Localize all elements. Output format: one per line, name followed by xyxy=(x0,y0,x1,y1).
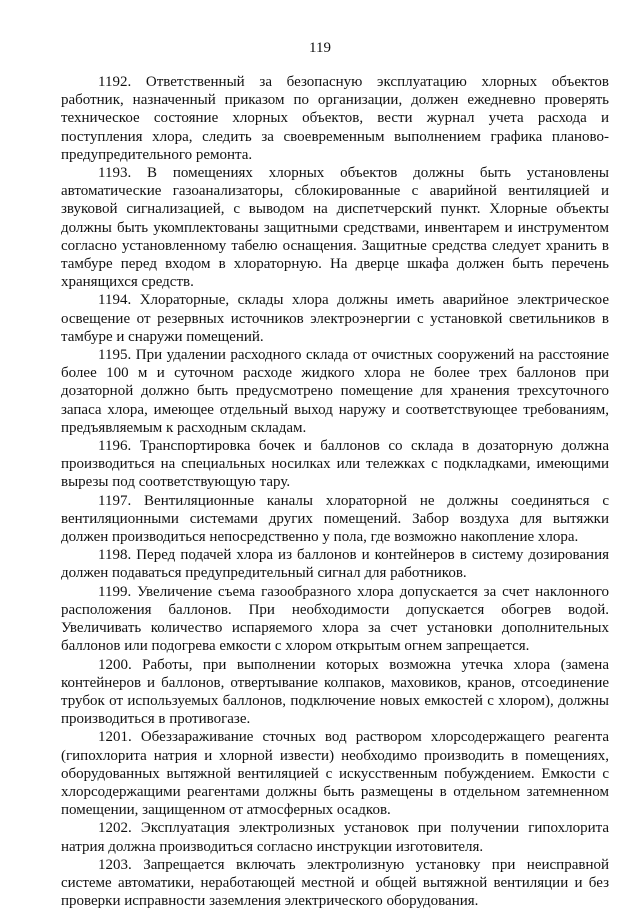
paragraph-1197: 1197. Вентиляционные каналы хлораторной не должны соединяться с вентиляционными системами других помещений. Забор воздуха для вытяжки должен производиться непосредственно у пола, где возможно накопление хлора. xyxy=(61,492,609,546)
paragraph-1199: 1199. Увеличение съема газообразного хлора допускается за счет наклонного расположения баллонов. При необходимости допускается обогрев водой. Увеличивать количество испаряемого хлора за счет установки дополнительных баллонов или подогрева емкости с хлором открытым огнем запрещается. xyxy=(61,583,609,655)
paragraph-1193: 1193. В помещениях хлорных объектов должны быть установлены автоматические газоанализаторы, сблокированные с аварийной вентиляцией и звуковой сигнализацией, с выводом на диспетчерский пункт. Хлорные объекты должны быть укомплектованы защитными средствами, инвентарем и инструментом согласно установленному табелю оснащения. Защитные средства следует хранить в тамбуре перед входом в хлораторную. На дверце шкафа должен быть перечень хранящихся средств. xyxy=(61,165,609,291)
paragraph-1195: 1195. При удалении расходного склада от очистных сооружений на расстояние более 100 м и суточном расходе жидкого хлора не более трех баллонов при дозаторной должно быть предусмотрено помещение для хранения трехсуточного запаса хлора, имеющее отдельный выход наружу и соответствующее требованиям, предъявляемым к расходным складам. xyxy=(61,347,609,436)
paragraph-1196: 1196. Транспортировка бочек и баллонов со склада в дозаторную должна производиться на специальных носилках или тележках с подкладками, имеющими вырезы под соответствующую тару. xyxy=(61,438,609,491)
page-number: 119 xyxy=(309,40,331,56)
paragraph-1194: 1194. Хлораторные, склады хлора должны иметь аварийное электрическое освещение от резервных источников электроэнергии с установкой светильников в тамбуре и снаружи помещений. xyxy=(61,292,609,345)
paragraph-1198: 1198. Перед подачей хлора из баллонов и контейнеров в систему дозирования должен подаваться предупредительный сигнал для работников. xyxy=(61,547,609,582)
paragraph-1200: 1200. Работы, при выполнении которых возможна утечка хлора (замена контейнеров и баллонов, отвертывание колпаков, маховиков, кранов, отсоединение трубок от используемых баллонов, подключение новых емкостей с хлором), должны производиться в противогазе. xyxy=(61,656,609,728)
paragraph-1202: 1202. Эксплуатация электролизных установок при получении гипохлорита натрия должна производиться согласно инструкции изготовителя. xyxy=(61,820,609,855)
paragraph-1201: 1201. Обеззараживание сточных вод раствором хлорсодержащего реагента (гипохлорита натрия и хлорной извести) необходимо производить в помещениях, оборудованных вытяжной вентиляцией с искусственным побуждением. Емкости с хлорсодержащими реагентами должны быть размещены в отдельном затемненном помещении, защищенном от атмосферных осадков. xyxy=(61,729,609,819)
paragraph-1203: 1203. Запрещается включать электролизную установку при неисправной системе автоматики, неработающей местной и общей вытяжной вентиляции и без проверки исправности заземления электрического оборудования. xyxy=(61,856,609,910)
paragraph-1192: 1192. Ответственный за безопасную эксплуатацию хлорных объектов работник, назначенный приказом по организации, должен ежедневно проверять техническое состояние хлорных объектов, вести журнал учета расхода и поступления хлора, следить за своевременным выполнением графика планово-предупредительного ремонта. xyxy=(61,74,609,163)
document-body xyxy=(61,73,609,910)
